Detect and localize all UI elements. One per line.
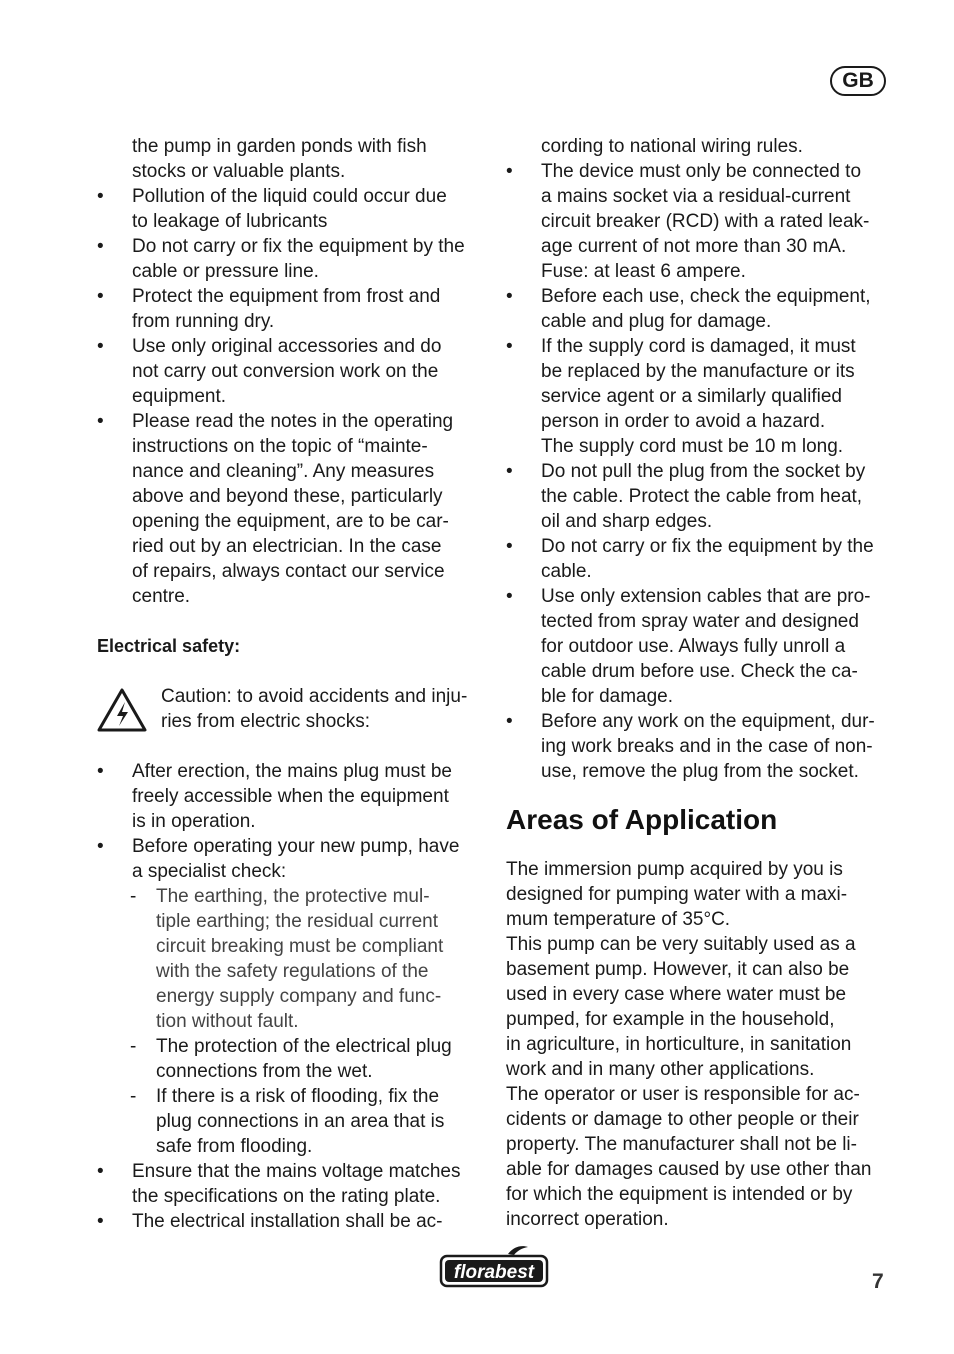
text-line: is in operation. — [132, 811, 256, 832]
text-line: Do not carry or fix the equipment by the — [132, 236, 465, 257]
text-line: used in every case where water must be — [506, 984, 847, 1005]
bullet-item — [506, 284, 898, 334]
text-line: the cable. Protect the cable from heat, — [541, 486, 863, 507]
text-line: above and beyond these, particularly — [132, 486, 443, 507]
bullet-marker: • — [506, 461, 513, 482]
dash-marker: - — [130, 886, 137, 907]
text-line: equipment. — [132, 386, 227, 407]
text-line: Pollution of the liquid could occur due — [132, 186, 447, 207]
text-line: Use only extension cables that are pro- — [541, 586, 871, 607]
bullet-marker: • — [506, 336, 513, 357]
text-line: energy supply company and func- — [156, 986, 442, 1007]
bullet-marker: • — [97, 186, 104, 207]
bullet-item — [506, 459, 898, 534]
bullet-marker: • — [506, 586, 513, 607]
text-line: The operator or user is responsible for ac- — [506, 1084, 860, 1105]
text-line: The immersion pump acquired by you is — [506, 859, 843, 880]
text-line: from running dry. — [132, 311, 275, 332]
text-line: After erection, the mains plug must be — [132, 761, 452, 782]
bullet-marker: • — [506, 536, 513, 557]
text-line: circuit breaker (RCD) with a rated leak- — [541, 211, 870, 232]
text-line: nance and cleaning”. Any measures — [132, 461, 435, 482]
text-line: a specialist check: — [132, 861, 287, 882]
text-line: incorrect operation. — [506, 1209, 669, 1230]
bullet-item — [506, 159, 898, 284]
text-line: to leakage of lubricants — [132, 211, 328, 232]
bullet-marker: • — [97, 1161, 104, 1182]
text-line: the pump in garden ponds with fish — [132, 136, 427, 157]
text-line: Please read the notes in the operating — [132, 411, 454, 432]
dash-marker: - — [130, 1036, 137, 1057]
text-line: ried out by an electrician. In the case — [132, 536, 442, 557]
sub-item — [97, 1084, 487, 1159]
text-line: The device must only be connected to — [541, 161, 862, 182]
text-line: cable drum before use. Check the ca- — [541, 661, 858, 682]
text-line: Before each use, check the equipment, — [541, 286, 871, 307]
text-line: The earthing, the protective mul- — [156, 886, 430, 907]
bullet-marker: • — [506, 161, 513, 182]
bullet-marker: • — [506, 711, 513, 732]
text-line: If the supply cord is damaged, it must — [541, 336, 856, 357]
bullet-item — [97, 234, 487, 284]
text-line: person in order to avoid a hazard. — [541, 411, 826, 432]
bullet-item — [97, 1159, 487, 1209]
left-column — [97, 134, 487, 1234]
text-line: Use only original accessories and do — [132, 336, 442, 357]
text-line: Before operating your new pump, have — [132, 836, 460, 857]
right-column — [506, 134, 898, 1232]
text-line: a mains socket via a residual-current — [541, 186, 851, 207]
bullet-marker: • — [97, 286, 104, 307]
text-line: cidents or damage to other people or their — [506, 1109, 859, 1130]
text-line: basement pump. However, it can also be — [506, 959, 850, 980]
text-line: tiple earthing; the residual current — [156, 911, 438, 932]
text-line: cable. — [541, 561, 592, 582]
bullet-item — [97, 834, 487, 884]
text-line: cable and plug for damage. — [541, 311, 772, 332]
text-line: circuit breaking must be compliant — [156, 936, 444, 957]
bullet-marker: • — [97, 1211, 104, 1232]
text-line: The protection of the electrical plug — [156, 1036, 452, 1057]
sub-item — [97, 884, 487, 1034]
text-line: Before any work on the equipment, dur- — [541, 711, 875, 732]
text-line: not carry out conversion work on the — [132, 361, 439, 382]
text-line: plug connections in an area that is — [156, 1111, 445, 1132]
bullet-marker: • — [97, 236, 104, 257]
text-line: tected from spray water and designed — [541, 611, 859, 632]
text-line: with the safety regulations of the — [156, 961, 429, 982]
text-line: designed for pumping water with a maxi- — [506, 884, 848, 905]
electrical-safety-heading: Electrical safety: — [97, 636, 241, 656]
bullet-item — [97, 759, 487, 834]
text-line: freely accessible when the equipment — [132, 786, 449, 807]
text-line: work and in many other applications. — [506, 1059, 815, 1080]
brand-name: florabest — [453, 1262, 535, 1283]
bullet-item — [506, 709, 898, 784]
bullet-marker: • — [506, 286, 513, 307]
text-line: tion without fault. — [156, 1011, 299, 1032]
bullet-marker: • — [97, 336, 104, 357]
text-line: Protect the equipment from frost and — [132, 286, 441, 307]
caution-text: ries from electric shocks: — [161, 711, 371, 732]
text-line: oil and sharp edges. — [541, 511, 713, 532]
text-line: property. The manufacturer shall not be li- — [506, 1134, 857, 1155]
text-line: instructions on the topic of “mainte- — [132, 436, 428, 457]
bullet-marker: • — [97, 761, 104, 782]
text-line: cording to national wiring rules. — [541, 136, 803, 157]
text-line: ing work breaks and in the case of non- — [541, 736, 873, 757]
text-line: for which the equipment is intended or by — [506, 1184, 853, 1205]
text-line: cable or pressure line. — [132, 261, 319, 282]
bullet-item — [97, 184, 487, 234]
text-line: This pump can be very suitably used as a — [506, 934, 856, 955]
text-line: be replaced by the manufacture or its — [541, 361, 855, 382]
bullet-marker: • — [97, 411, 104, 432]
electric-shock-warning-icon — [97, 688, 147, 732]
text-line: connections from the wet. — [156, 1061, 373, 1082]
application-paragraph — [506, 857, 898, 1232]
text-line: Do not carry or fix the equipment by the — [541, 536, 874, 557]
sub-item — [97, 1034, 487, 1084]
bullet-item — [506, 534, 898, 584]
bullet-item — [506, 334, 898, 459]
text-line: centre. — [132, 586, 191, 607]
bullet-item — [97, 1209, 487, 1234]
bullet-item — [97, 409, 487, 609]
text-line: safe from flooding. — [156, 1136, 313, 1157]
section-title: Areas of Application — [506, 804, 778, 835]
bullet-marker: • — [97, 836, 104, 857]
bullet-item — [97, 334, 487, 409]
bullet-item — [97, 284, 487, 334]
language-badge: GB — [830, 66, 886, 96]
bullet-item — [506, 584, 898, 709]
text-line: Do not pull the plug from the socket by — [541, 461, 866, 482]
text-line: opening the equipment, are to be car- — [132, 511, 449, 532]
text-line: use, remove the plug from the socket. — [541, 761, 859, 782]
text-line: mum temperature of 35°C. — [506, 909, 731, 930]
text-line: the specifications on the rating plate. — [132, 1186, 441, 1207]
text-line: stocks or valuable plants. — [132, 161, 346, 182]
text-line: in agriculture, in horticulture, in sanitation — [506, 1034, 852, 1055]
text-line: service agent or a similarly qualified — [541, 386, 842, 407]
text-line: pumped, for example in the household, — [506, 1009, 835, 1030]
text-line: age current of not more than 30 mA. — [541, 236, 847, 257]
caution-block — [97, 684, 487, 734]
text-line: for outdoor use. Always fully unroll a — [541, 636, 846, 657]
caution-text: Caution: to avoid accidents and inju- — [161, 686, 468, 707]
dash-marker: - — [130, 1086, 137, 1107]
text-line: ble for damage. — [541, 686, 674, 707]
text-line: The supply cord must be 10 m long. — [541, 436, 844, 457]
text-line: of repairs, always contact our service — [132, 561, 445, 582]
text-line: Ensure that the mains voltage matches — [132, 1161, 461, 1182]
text-line: The electrical installation shall be ac- — [132, 1211, 443, 1232]
text-line: If there is a risk of flooding, fix the — [156, 1086, 440, 1107]
text-line: Fuse: at least 6 ampere. — [541, 261, 746, 282]
florabest-logo — [438, 1244, 550, 1290]
page-number: 7 — [872, 1270, 884, 1293]
text-line: able for damages caused by use other than — [506, 1159, 872, 1180]
